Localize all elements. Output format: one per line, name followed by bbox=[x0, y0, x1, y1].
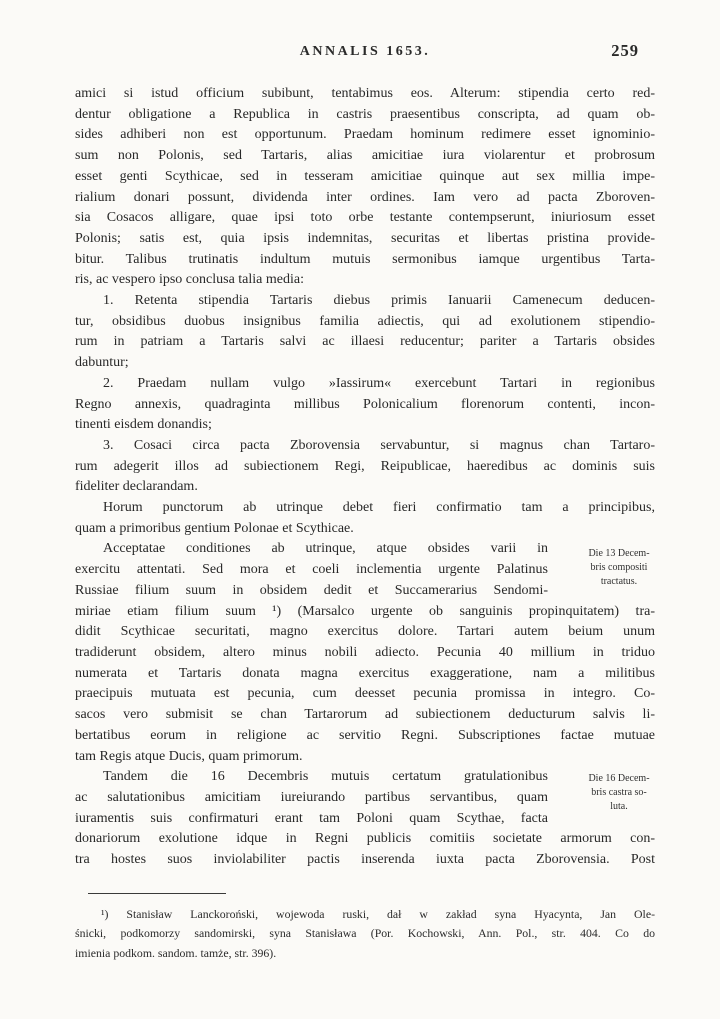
paragraph bbox=[75, 436, 655, 498]
body-line: sia Cosacos alligare, quae ipsi toto orbe testante contempserunt, iniuriosum esset bbox=[75, 210, 655, 226]
body-line: Horum punctorum ab utrinque debet fieri confirmatio tam a principibus, bbox=[103, 500, 655, 516]
body-line: iuramentis suis confirmaturi erant tam Poloni quam Scythae, facta bbox=[75, 810, 548, 826]
body-line: ris, ac vespero ipso conclusa talia media: bbox=[75, 272, 304, 288]
body-line: sacos vero submisit se chan Tartarorum ad subiectionem deducturum salvis li- bbox=[75, 707, 655, 723]
paragraph bbox=[75, 84, 655, 291]
body-line: bertatibus eorum in religione ac servitio Regni. Subscriptiones factae mutuae bbox=[75, 727, 655, 743]
body-line: sides adhiberi non est opportunum. Praedam hominum redimere esset ignominio- bbox=[75, 127, 655, 143]
body-line: ac salutationibus amicitiam iureiurando partibus servantibus, quam bbox=[75, 789, 548, 805]
body-line: tradiderunt obsidem, altero minus nobili adiecto. Pecunia 40 millium in triduo bbox=[75, 644, 655, 660]
body-line: bitur. Talibus trutinatis indultum mutuis sermonibus iamque urgentibus Tarta- bbox=[75, 251, 655, 267]
body-line: Russiae filium suum in obsidem dedit et Succamerarius Sendomi- bbox=[75, 582, 548, 598]
body-line: miriae etiam filium suum ¹) (Marsalco urgente ob sanguinis propinquitatem) tra- bbox=[75, 603, 655, 619]
margin-note-line: Die 13 Decem- bbox=[588, 548, 650, 559]
body-line: Tandem die 16 Decembris mutuis certatum gratulationibus bbox=[103, 769, 548, 785]
paragraph bbox=[75, 374, 655, 436]
margin-note-line: Die 16 Decem- bbox=[588, 773, 650, 784]
body-line: esset genti Scythicae, sed in tesseram amicitiae quinque aut sex millia impe- bbox=[75, 168, 655, 184]
body-line: Acceptatae conditiones ab utrinque, atque obsides varii in bbox=[103, 541, 548, 557]
body-line: fideliter declarandam. bbox=[75, 479, 198, 495]
body-line: quam a primoribus gentium Polonae et Scythicae. bbox=[75, 520, 354, 536]
paragraph bbox=[75, 291, 655, 374]
margin-note-line: bris castra so- bbox=[591, 786, 647, 798]
margin-note-camp-dissolved bbox=[556, 772, 682, 813]
body-line: Polonis; satis est, quia ipsis indemnitas, securitas et libertas pristina provide- bbox=[75, 230, 655, 246]
body-line: Regno annexis, quadraginta millibus Polonicalium florenorum contenti, incon- bbox=[75, 396, 655, 412]
margin-note-line: bris compositi bbox=[590, 561, 648, 573]
footnote-line: imienia podkom. sandom. tamże, str. 396). bbox=[75, 945, 277, 960]
body-line: rialium donari possunt, dividenda inter ordines. Iam vero ad pacta Zboroven- bbox=[75, 189, 655, 205]
body-line: tur, obsidibus duobus insignibus familia adiectis, qui ad exolutionem stipendio- bbox=[75, 313, 655, 329]
body-line: sum non Polonis, sed Tartaris, alias amicitiae iura violarentur et probrosum bbox=[75, 148, 655, 164]
margin-note-line: tractatus. bbox=[600, 575, 638, 587]
margin-note-line: luta. bbox=[610, 800, 628, 812]
body-line: donariorum exolutione idque in Regni publicis comitiis societate armorum con- bbox=[75, 831, 655, 847]
body-line: tam Regis atque Ducis, quam primorum. bbox=[75, 748, 303, 764]
body-text bbox=[75, 84, 655, 871]
running-title: ANNALIS 1653. bbox=[299, 44, 431, 59]
footnote bbox=[75, 905, 655, 963]
footnote-line: ¹) Stanisław Lanckoroński, wojewoda ruski, dał w zakład syna Hyacynta, Jan Ole- bbox=[101, 907, 655, 921]
body-line: 3. Cosaci circa pacta Zborovensia servabuntur, si magnus chan Tartaro- bbox=[103, 437, 655, 453]
body-line: dabuntur; bbox=[75, 355, 129, 371]
body-line: exercitu attentati. Sed mora et coeli inclementia urgente Palatinus bbox=[75, 562, 548, 578]
margin-note-treaty-composed bbox=[556, 547, 682, 588]
body-line: dentur obligatione a Republica in castris praesentibus conscripta, ad quam ob- bbox=[75, 106, 655, 122]
body-line: tra hostes suos inviolabiliter pactis inserenda iuxta pacta Zborovensia. Post bbox=[75, 852, 655, 868]
body-line: tinenti eisdem donandis; bbox=[75, 417, 212, 433]
body-line: amici si istud officium subibunt, tentabimus eos. Alterum: stipendia certo red- bbox=[75, 86, 655, 101]
footnote-line: śnicki, podkomorzy sandomirski, syna Stanisława (Por. Kochowski, Ann. Pol., str. 404. Co do bbox=[75, 926, 655, 941]
paragraph bbox=[75, 498, 655, 539]
body-line: 1. Retenta stipendia Tartaris diebus primis Ianuarii Camenecum deducen- bbox=[103, 293, 655, 309]
body-line: rum in patriam a Tartaris salvi ac illaesi reducentur; pariter a Tartaris obsides bbox=[75, 334, 655, 350]
footnote-separator-rule bbox=[88, 893, 226, 894]
body-line: didit Scythicae securitati, magno exercitus dolore. Tartari autem beium unum bbox=[75, 624, 655, 640]
body-line: 2. Praedam nullam vulgo »Iassirum« exercebunt Tartari in regionibus bbox=[103, 375, 655, 391]
body-line: rum adegerit illos ad subiectionem Regi, Reipublicae, haeredibus ac dominis suis bbox=[75, 458, 655, 474]
page-header bbox=[75, 41, 655, 66]
body-line: praecipuis mutuata est pecunia, cum deesset pecunia promissa in integro. Co- bbox=[75, 686, 655, 702]
body-line: numerata et Tartaris donata magna exercitus exaggeratione, nam a militibus bbox=[75, 665, 655, 681]
page-number: 259 bbox=[611, 41, 639, 60]
